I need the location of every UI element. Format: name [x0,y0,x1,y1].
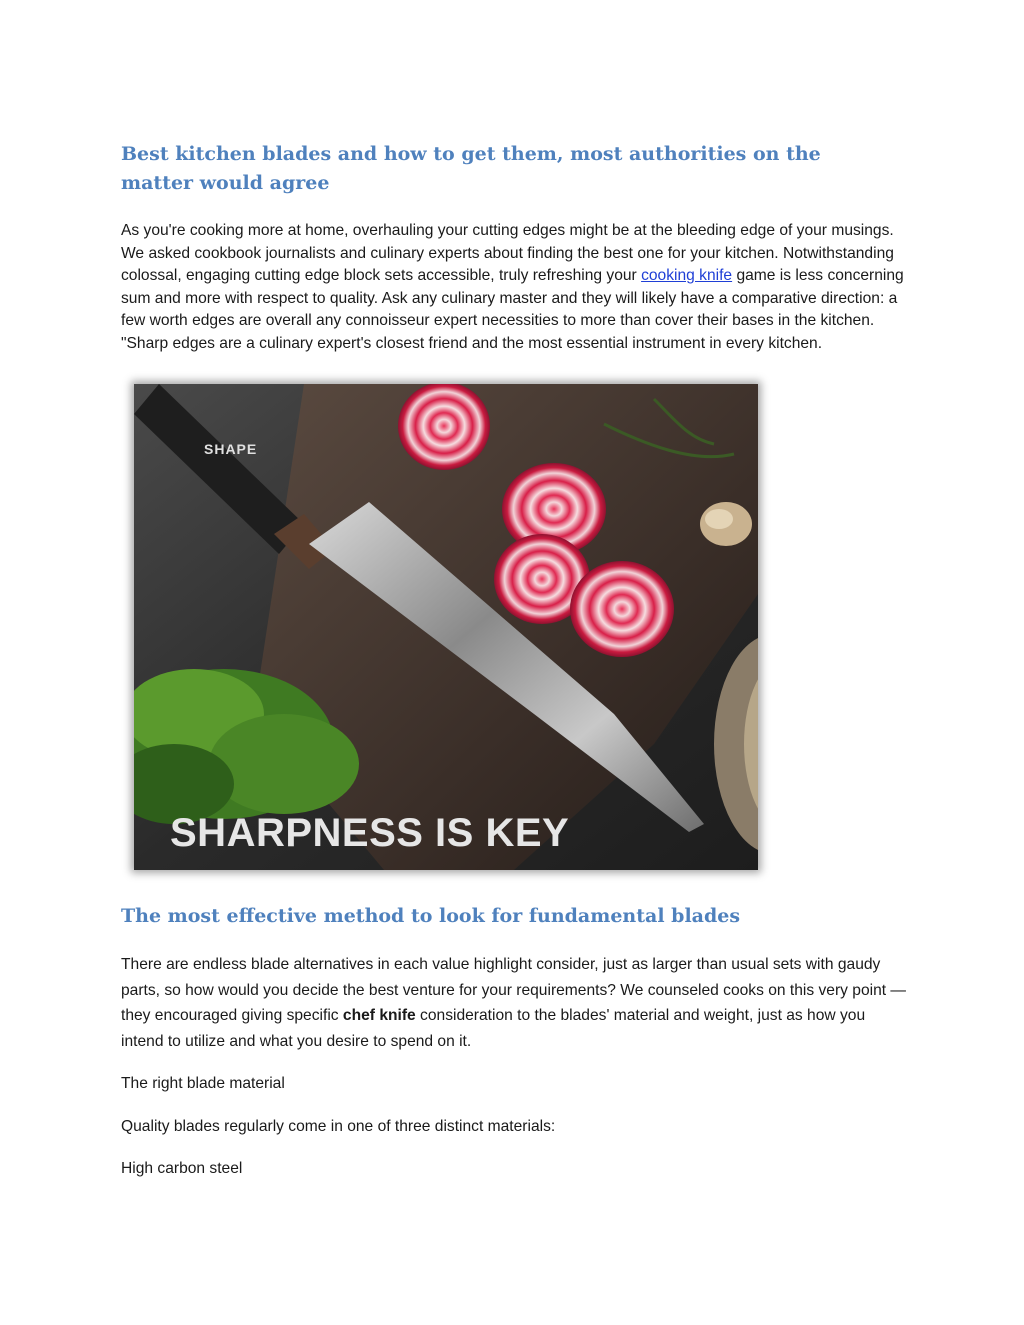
section-text-end: consideration to the blades' material and weight, just as how you intend to utilize and what you desire to spend on it. [121,1007,866,1050]
beet-slice [398,384,490,470]
section-paragraph [121,952,911,1054]
high-carbon-steel-line: High carbon steel [121,1160,243,1177]
section-heading: The most effective method to look for fundamental blades [121,905,741,927]
garlic-clove [700,502,752,546]
cooking-knife-link[interactable]: cooking knife [641,267,733,285]
materials-intro-line: Quality blades regularly come in one of three distinct materials: [121,1118,556,1135]
intro-text-start: As you're cooking more at home, overhauling your cutting edges might be at the bleeding edge of your musings. We asked cookbook journalists and culinary experts about finding the best one for your kitchen. Notwithstanding colossal, engaging cutting edge block sets accessible, truly refreshing your [121,222,894,285]
chef-knife-bold: chef knife [342,1007,416,1024]
intro-text-end: game is less concerning sum and more with respect to quality. Ask any culinary master and they will likely have a comparative direction: a few worth edges are overall any connoisseur expert necessities to more than cover their bases in the kitchen. "Sharp edges are a culinary expert's closest friend and the most essential instrument in every kitchen. [121,267,904,352]
article-heading: Best kitchen blades and how to get them, most authorities on the matter would agree [121,143,821,194]
knife-photo [134,384,758,870]
image-caption: SHARPNESS IS KEY [170,811,570,855]
section-text-start: There are endless blade alternatives in each value highlight consider, just as larger than usual sets with gaudy parts, so how would you decide the best venture for your requirements? We counseled cooks on this very point — they encouraged giving specific [121,956,907,1024]
blade-material-line: The right blade material [121,1075,285,1092]
brand-logo: SHAPE [204,441,258,457]
beet-slice [570,561,674,657]
intro-paragraph [121,220,911,356]
